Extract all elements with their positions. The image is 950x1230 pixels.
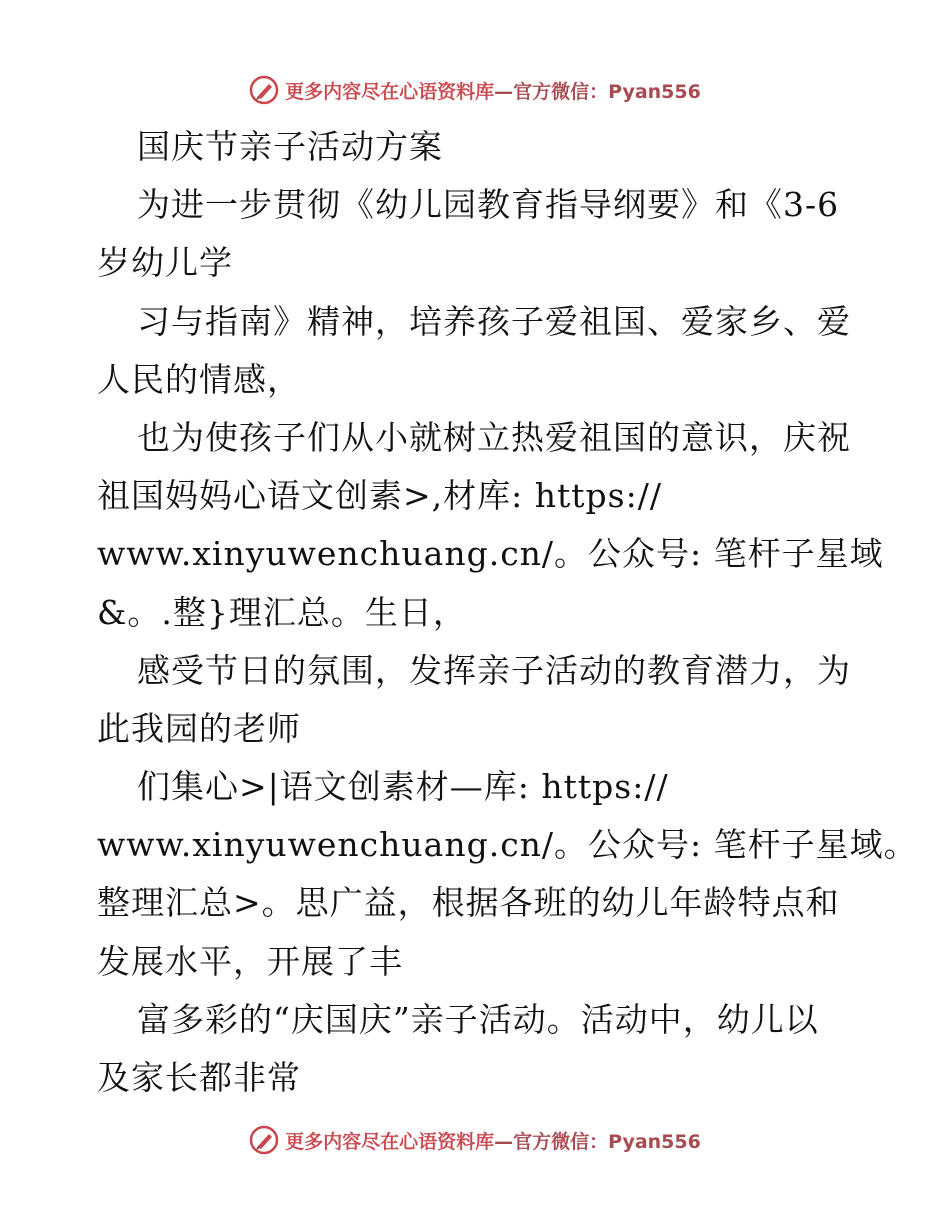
banner-suffix-text: —官方微信：Pyan556 bbox=[494, 80, 701, 103]
banner-text bbox=[285, 1127, 701, 1154]
pen-logo-icon bbox=[249, 1125, 279, 1155]
document-title: 国庆节亲子活动方案 bbox=[137, 127, 443, 166]
text-line: 及家长都非常 bbox=[97, 1058, 301, 1097]
text-line: 习与指南》精神，培养孩子爱祖国、爱家乡、爱 bbox=[137, 301, 851, 341]
text-line: 发展水平，开展了丰 bbox=[97, 941, 403, 981]
text-line: www.xinyuwenchuang.cn/。公众号: 笔杆子星域 bbox=[97, 534, 884, 574]
text-line: 富多彩的“庆国庆”亲子活动。活动中，幼儿以 bbox=[137, 999, 819, 1039]
footer-banner bbox=[0, 1122, 950, 1158]
text-line: &。.整}理汇总。生日， bbox=[97, 592, 467, 632]
header-banner bbox=[0, 72, 950, 108]
document-body bbox=[97, 118, 918, 1107]
pen-logo-icon bbox=[249, 75, 279, 105]
text-line: 人民的情感， bbox=[97, 359, 301, 399]
banner-text bbox=[285, 77, 701, 104]
text-line: 为进一步贯彻《幼儿园教育指导纲要》和《3-6 bbox=[137, 185, 840, 225]
banner-suffix-text: —官方微信：Pyan556 bbox=[494, 1130, 701, 1153]
text-line: 此我园的老师 bbox=[97, 708, 301, 748]
text-line: 岁幼儿学 bbox=[97, 243, 233, 283]
banner-main-text: 更多内容尽在心语资料库 bbox=[285, 1130, 495, 1153]
text-line: www.xinyuwenchuang.cn/。公众号: 笔杆子星域。 bbox=[97, 825, 918, 865]
text-line: 感受节日的氛围，发挥亲子活动的教育潜力，为 bbox=[137, 650, 851, 690]
text-line: 也为使孩子们从小就树立热爱祖国的意识，庆祝 bbox=[137, 417, 851, 457]
text-line: 祖国妈妈心语文创素>,材库: https:// bbox=[97, 476, 662, 516]
text-line: 整理汇总>。思广益，根据各班的幼儿年龄特点和 bbox=[97, 883, 840, 923]
text-line: 们集心>|语文创素材—库: https:// bbox=[137, 767, 669, 807]
banner-main-text: 更多内容尽在心语资料库 bbox=[285, 80, 495, 103]
